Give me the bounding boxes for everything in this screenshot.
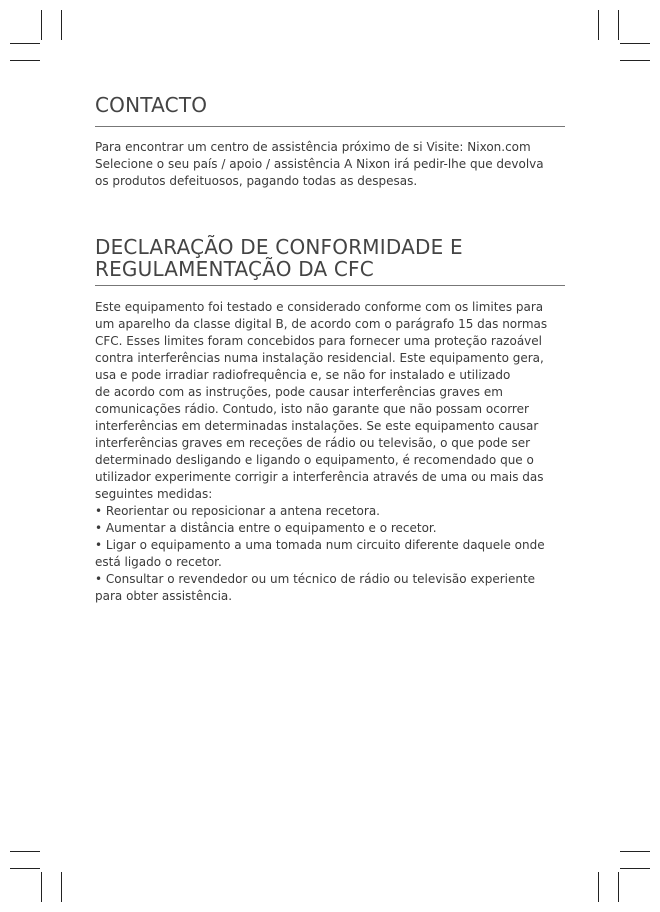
bullet-item: • Consultar o revendedor ou um técnico de rádio ou televisão experiente — [95, 572, 536, 586]
crop-mark — [41, 872, 42, 902]
crop-mark — [61, 10, 62, 40]
fcc-heading — [95, 236, 565, 280]
crop-mark — [10, 60, 40, 61]
crop-mark — [10, 868, 40, 869]
crop-mark — [598, 872, 599, 902]
text-line: de acordo com as instruções, pode causar interferências graves em — [95, 385, 503, 399]
fcc-divider — [95, 285, 565, 286]
fcc-heading-line: REGULAMENTAÇÃO DA CFC — [95, 257, 374, 281]
crop-mark — [61, 872, 62, 902]
crop-mark — [620, 868, 650, 869]
text-line: determinado desligando e ligando o equipamento, é recomendado que o — [95, 453, 534, 467]
text-line: Para encontrar um centro de assistência próximo de si Visite: Nixon.com — [95, 140, 531, 154]
text-line: comunicações rádio. Contudo, isto não garante que não possam ocorrer — [95, 402, 529, 416]
contact-divider — [95, 126, 565, 127]
fcc-paragraph — [95, 299, 565, 605]
contact-paragraph — [95, 139, 565, 190]
crop-mark — [598, 10, 599, 40]
crop-mark — [41, 10, 42, 40]
fcc-heading-line: DECLARAÇÃO DE CONFORMIDADE E — [95, 235, 463, 259]
crop-mark — [10, 43, 40, 44]
text-line: um aparelho da classe digital B, de acordo com o parágrafo 15 das normas — [95, 317, 548, 331]
bullet-item: • Reorientar ou reposicionar a antena recetora. — [95, 504, 380, 518]
text-line: interferências em determinadas instalações. Se este equipamento causar — [95, 419, 539, 433]
text-line: Este equipamento foi testado e considerado conforme com os limites para — [95, 300, 544, 314]
text-line: contra interferências numa instalação residencial. Este equipamento gera, — [95, 351, 544, 365]
bullet-item: • Ligar o equipamento a uma tomada num circuito diferente daquele onde — [95, 538, 545, 552]
bullet-item: • Aumentar a distância entre o equipamento e o recetor. — [95, 521, 437, 535]
text-line: interferências graves em receções de rádio ou televisão, o que pode ser — [95, 436, 531, 450]
crop-mark — [10, 851, 40, 852]
crop-mark — [618, 10, 619, 40]
text-line: CFC. Esses limites foram concebidos para fornecer uma proteção razoável — [95, 334, 542, 348]
crop-mark — [620, 60, 650, 61]
crop-mark — [620, 43, 650, 44]
text-line: usa e pode irradiar radiofrequência e, se não for instalado e utilizado — [95, 368, 511, 382]
text-line: está ligado o recetor. — [95, 555, 222, 569]
text-line: seguintes medidas: — [95, 487, 213, 501]
crop-mark — [618, 872, 619, 902]
text-line: os produtos defeituosos, pagando todas as despesas. — [95, 174, 418, 188]
text-line: para obter assistência. — [95, 589, 233, 603]
crop-mark — [620, 851, 650, 852]
contact-heading: CONTACTO — [95, 93, 208, 117]
text-line: Selecione o seu país / apoio / assistência A Nixon irá pedir-lhe que devolva — [95, 157, 544, 171]
text-line: utilizador experimente corrigir a interferência através de uma ou mais das — [95, 470, 544, 484]
